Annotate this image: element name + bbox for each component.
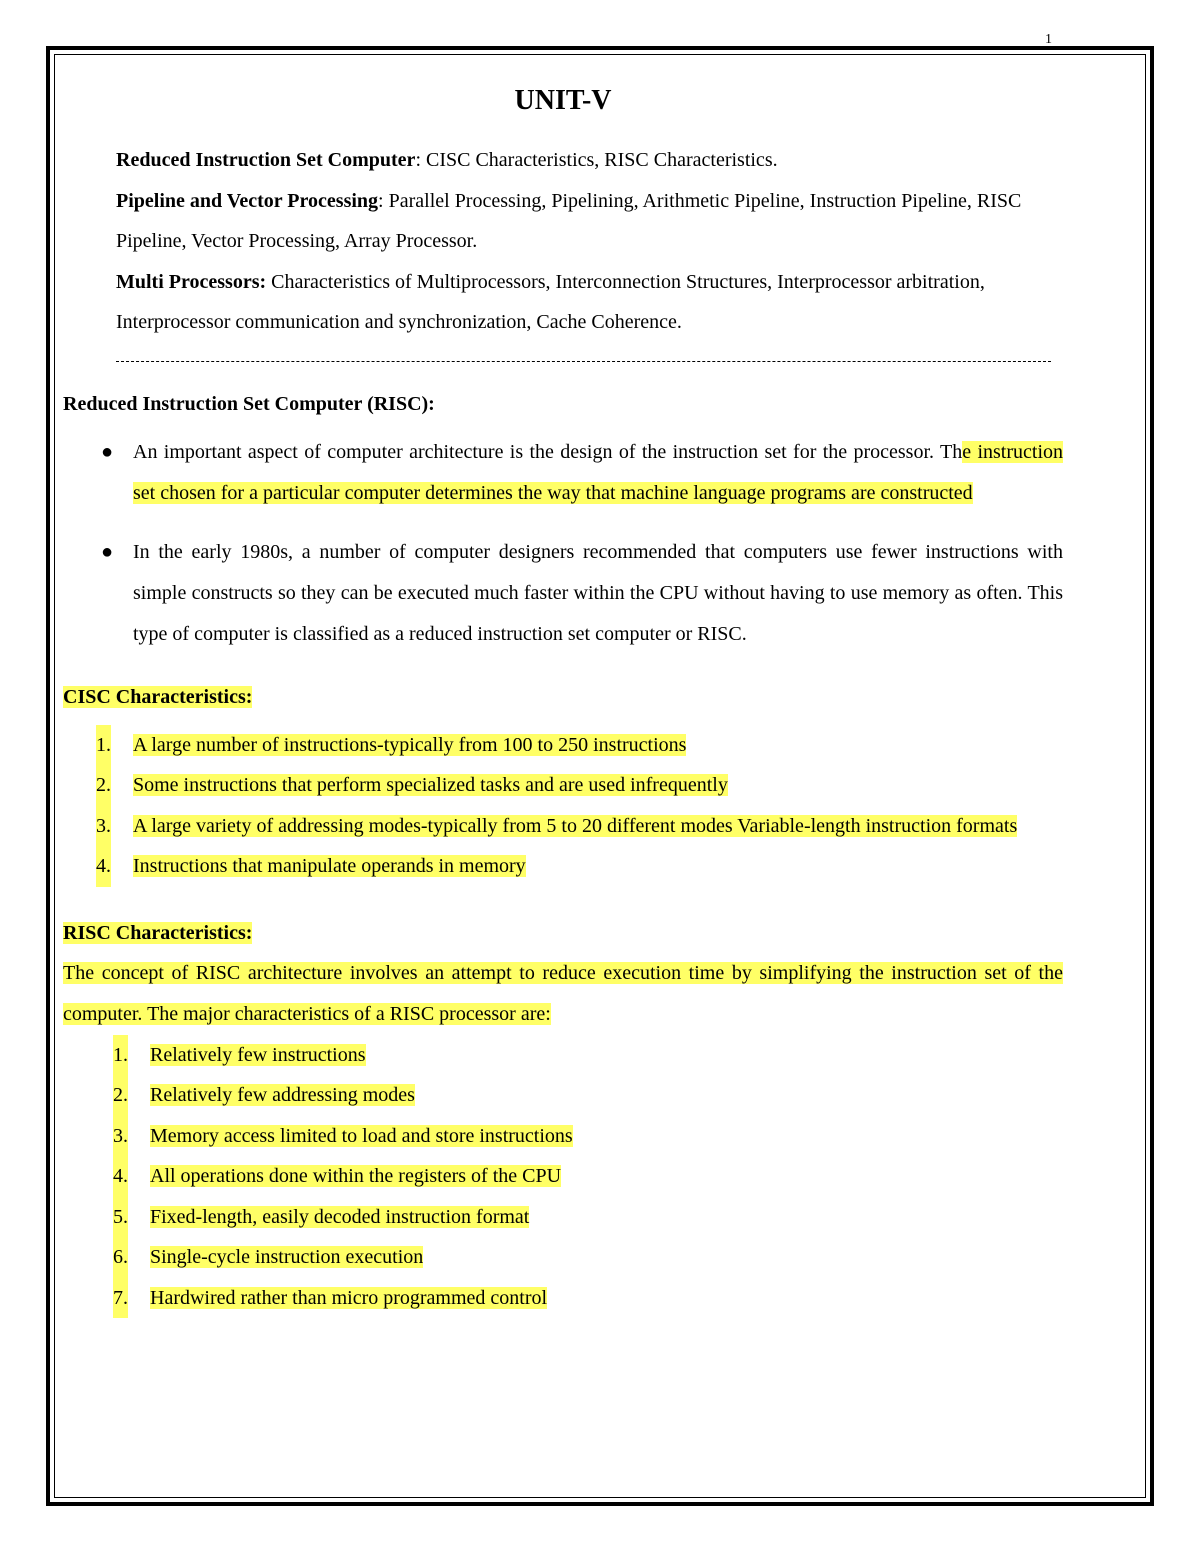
risc-intro-paragraph (63, 953, 1063, 1035)
syllabus-risc-line (116, 140, 1063, 181)
syllabus-multi-label: Multi Processors: (116, 270, 267, 293)
bullet-dot-icon: ● (101, 440, 114, 463)
list-number: 1. (96, 725, 111, 766)
list-number: 4. (96, 846, 111, 887)
syllabus-block (116, 140, 1063, 343)
risc-bullet-2 (63, 532, 1063, 655)
syllabus-risc-label: Reduced Instruction Set Computer (116, 149, 416, 171)
risc-characteristics-heading-text: RISC Characteristics: (63, 921, 253, 944)
cisc-heading (63, 677, 1063, 717)
list-item-text: Fixed-length, easily decoded instruction format (150, 1205, 530, 1228)
list-item (63, 1237, 1063, 1278)
list-number: 1. (113, 1035, 128, 1076)
list-item-text: Single-cycle instruction execution (150, 1246, 424, 1268)
list-item-text: A large number of instructions-typically from 100 to 250 instructions (133, 733, 687, 756)
list-number: 6. (113, 1237, 128, 1278)
syllabus-pipeline-line (116, 181, 1063, 262)
list-item-text: Instructions that manipulate operands in memory (133, 855, 526, 877)
risc-bullet-list (63, 432, 1063, 655)
list-item (63, 765, 1063, 806)
list-item-text: All operations done within the registers of the CPU (150, 1165, 562, 1187)
bullet-dot-icon: ● (101, 540, 114, 563)
list-item (63, 846, 1063, 887)
risc-heading: Reduced Instruction Set Computer (RISC): (63, 392, 435, 415)
syllabus-multi-line (116, 262, 1063, 343)
syllabus-risc-topics: : CISC Characteristics, RISC Characteristics. (415, 149, 778, 171)
page-number: 1 (1045, 32, 1052, 47)
dashed-divider (116, 361, 1051, 362)
list-number: 3. (96, 806, 111, 847)
syllabus-multi-topics: Characteristics of Multiprocessors, Interconnection Structures, Interprocessor arbitration, Interprocessor communication and synchronization, Cache Coherence. (116, 270, 985, 333)
list-item-text: Some instructions that perform specialized tasks and are used infrequently (133, 774, 728, 796)
risc-bullet-2-text: In the early 1980s, a number of computer designers recommended that computers use fewer instructions with simple constructs so they can be executed much faster within the CPU without having to use memory as often. This type of computer is classified as a reduced instruction set computer or RISC. (133, 540, 1063, 645)
list-item-text: Hardwired rather than micro programmed control (150, 1286, 548, 1309)
risc-characteristics-heading (63, 913, 1063, 953)
risc-bullet-1 (63, 432, 1063, 514)
syllabus-pipeline-topics: : Parallel Processing, Pipelining, Arithmetic Pipeline, Instruction Pipeline, RISC Pipeline, Vector Processing, Array Processor. (116, 189, 1022, 252)
list-item-text: A large variety of addressing modes-typically from 5 to 20 different modes Variable-length instruction formats (133, 814, 1018, 837)
syllabus-pipeline-label: Pipeline and Vector Processing (116, 189, 379, 212)
unit-title: UNIT-V (514, 85, 612, 116)
list-item-text: Relatively few instructions (150, 1043, 366, 1066)
list-item (63, 725, 1063, 766)
document-body (63, 84, 1063, 1318)
list-item (63, 806, 1063, 847)
list-item (63, 1075, 1063, 1116)
risc-bullet-1-plain: An important aspect of computer architecture is the design of the instruction set for the processor. Th (133, 440, 963, 463)
list-item (63, 1278, 1063, 1319)
list-number: 7. (113, 1278, 128, 1319)
list-item (63, 1197, 1063, 1238)
list-number: 4. (113, 1156, 128, 1197)
list-number: 2. (96, 765, 111, 806)
list-number: 2. (113, 1075, 128, 1116)
list-item (63, 1156, 1063, 1197)
list-item-text: Relatively few addressing modes (150, 1084, 415, 1106)
list-item-text: Memory access limited to load and store instructions (150, 1124, 573, 1147)
list-number: 5. (113, 1197, 128, 1238)
risc-characteristics-list (63, 1035, 1063, 1319)
list-item (63, 1116, 1063, 1157)
risc-intro-text: The concept of RISC architecture involves an attempt to reduce execution time by simplifying the instruction set of the computer. The major characteristics of a RISC processor are: (63, 961, 1063, 1025)
list-number: 3. (113, 1116, 128, 1157)
list-item (63, 1035, 1063, 1076)
cisc-heading-text: CISC Characteristics: (63, 685, 253, 708)
risc-bullet-1-highlight: e instruction set chosen for a particular computer determines the way that machine language programs are constructed (133, 440, 1064, 504)
cisc-list (63, 725, 1063, 887)
